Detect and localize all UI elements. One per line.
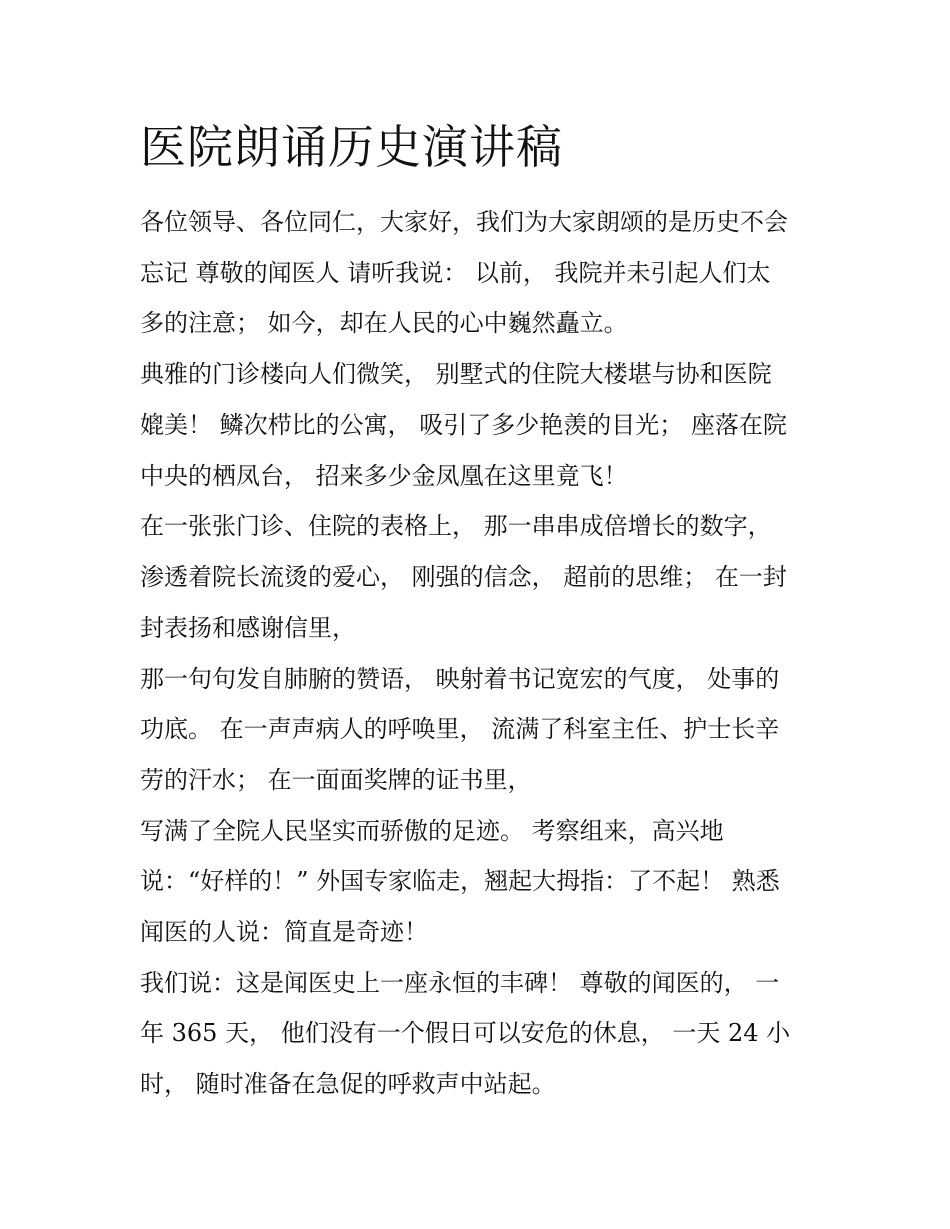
body-line: 写满了全院人民坚实而骄傲的足迹。 考察组来，高兴地 (140, 817, 724, 845)
body-line: 年 365 天， 他们没有一个假日可以安危的休息， 一天 24 小 (140, 1019, 791, 1047)
document-title: 医院朗诵历史演讲稿 (140, 120, 563, 174)
body-line: 媲美！ 鳞次栉比的公寓， 吸引了多少艳羡的目光； 座落在院 (140, 411, 787, 439)
body-line: 功底。 在一声声病人的呼唤里， 流满了科室主任、护士长辛 (140, 715, 780, 743)
body-line: 闻医的人说：简直是奇迹！ (140, 918, 428, 946)
body-line: 劳的汗水； 在一面面奖牌的证书里， (140, 766, 532, 794)
body-line: 典雅的门诊楼向人们微笑， 别墅式的住院大楼堪与协和医院 (140, 360, 772, 388)
body-line: 中央的栖凤台， 招来多少金凤凰在这里竟飞！ (140, 462, 628, 490)
body-line: 封表扬和感谢信里， (140, 614, 356, 642)
body-line: 多的注意； 如今，却在人民的心中巍然矗立。 (140, 309, 628, 337)
body-line: 我们说：这是闻医史上一座永恒的丰碑！ 尊敬的闻医的， 一 (140, 969, 780, 997)
body-line: 各位领导、各位同仁，大家好，我们为大家朗颂的是历史不会 (140, 208, 788, 236)
body-line: 那一句句发自肺腑的赞语， 映射着书记宽宏的气度， 处事的 (140, 665, 780, 693)
body-line: 在一张张门诊、住院的表格上， 那一串串成倍增长的数字， (140, 512, 772, 540)
body-line: 说：“好样的！” 外国专家临走，翘起大拇指：了不起！ 熟悉 (140, 867, 780, 895)
body-line: 渗透着院长流烫的爱心， 刚强的信念， 超前的思维； 在一封 (140, 563, 787, 591)
body-line: 忘记 尊敬的闻医人 请听我说： 以前， 我院并未引起人们太 (140, 259, 771, 287)
body-line: 时， 随时准备在急促的呼救声中站起。 (140, 1070, 556, 1098)
